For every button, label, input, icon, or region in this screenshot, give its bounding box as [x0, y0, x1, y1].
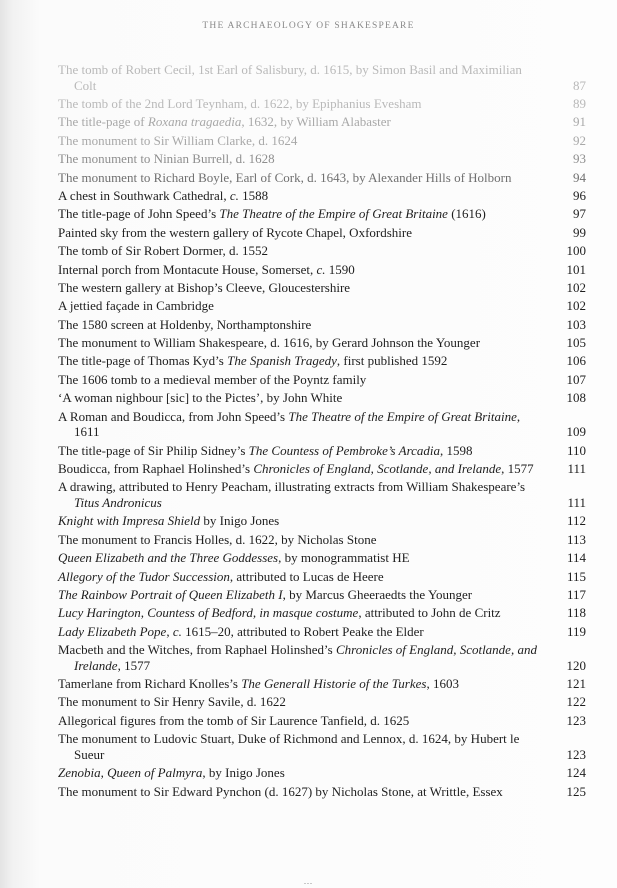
caption-text: The monument to Sir Henry Savile, d. 1622: [58, 694, 286, 710]
page-number: 102: [566, 298, 586, 314]
caption-text: , 1598: [440, 442, 473, 458]
illustration-caption: [58, 188, 547, 204]
list-item: [58, 532, 588, 548]
illustration-caption: [58, 372, 547, 388]
list-item: [58, 784, 588, 800]
caption-text: The monument to Sir Edward Pynchon (d. 1627) by Nicholas Stone, at Writtle, Essex: [58, 783, 503, 799]
caption-text: Painted sky from the western gallery of Rycote Chapel, Oxfordshire: [58, 224, 412, 240]
page-number: 100: [566, 243, 586, 259]
illustration-caption: [58, 170, 547, 186]
illustration-caption: [58, 569, 547, 585]
page-number: 89: [573, 95, 586, 111]
list-item: [58, 206, 588, 222]
page-number: 122: [566, 694, 586, 710]
page-number: 118: [566, 605, 586, 621]
list-item: [58, 443, 588, 459]
page-number: 92: [573, 132, 586, 148]
list-item: [58, 731, 588, 762]
caption-text: , by monogrammatist HE: [278, 550, 410, 566]
list-item: [58, 461, 588, 477]
list-item: [58, 353, 588, 369]
page-number: 91: [573, 114, 586, 130]
list-item: [58, 409, 588, 440]
page-number: 123: [566, 712, 586, 728]
illustration-caption: [58, 784, 547, 800]
page-number: 113: [566, 531, 586, 547]
illustration-caption: [58, 605, 547, 621]
illustration-caption: [58, 96, 547, 112]
running-head: THE ARCHAEOLOGY OF SHAKESPEARE: [202, 21, 415, 31]
list-item: [58, 713, 588, 729]
list-item: [58, 694, 588, 710]
illustration-caption: [58, 62, 547, 93]
illustration-caption: [58, 731, 547, 762]
caption-text: The tomb of the 2nd Lord Teynham, d. 1622, by Epiphanius Evesham: [58, 95, 422, 111]
illustration-caption: [58, 550, 547, 566]
illustration-caption: [58, 409, 547, 440]
page-number: 124: [566, 765, 586, 781]
italic-title: Chronicles of England, Scotlande, and Irelande: [74, 642, 537, 673]
caption-text: ,: [166, 623, 173, 639]
illustration-caption: [58, 461, 547, 477]
italic-title: The Spanish Tragedy: [227, 353, 337, 369]
illustration-caption: [58, 114, 547, 130]
italic-title: Queen Elizabeth and the Three Goddesses: [58, 550, 279, 566]
caption-text: A Roman and Boudicca, from John Speed’s: [58, 408, 289, 424]
caption-text: The monument to Sir William Clarke, d. 1624: [58, 132, 298, 148]
page-number: 110: [566, 442, 586, 458]
illustration-caption: [58, 694, 547, 710]
caption-text: The monument to William Shakespeare, d. 1616, by Gerard Johnson the Younger: [58, 335, 481, 351]
list-item: [58, 225, 588, 241]
illustration-caption: [58, 713, 547, 729]
caption-text: Macbeth and the Witches, from Raphael Holinshed’s: [58, 642, 336, 658]
list-item: [58, 550, 588, 566]
caption-text: The monument to Ninian Burrell, d. 1628: [58, 151, 275, 167]
page-number: 94: [573, 169, 586, 185]
illustration-caption: [58, 443, 547, 459]
caption-text: The monument to Ludovic Stuart, Duke of Richmond and Lennox, d. 1624, by Hubert le Sueur: [58, 731, 520, 762]
illustration-caption: [58, 151, 547, 167]
italic-title: c.: [229, 187, 239, 203]
caption-text: Tamerlane from Richard Knolles’s: [58, 676, 242, 692]
caption-text: The title-page of John Speed’s: [58, 206, 220, 222]
caption-text: The monument to Francis Holles, d. 1622, by Nicholas Stone: [58, 531, 377, 547]
caption-text: The title-page of Sir Philip Sidney’s: [58, 442, 249, 458]
caption-text: 1590: [325, 261, 355, 277]
list-item: [58, 569, 588, 585]
list-item: [58, 188, 588, 204]
italic-title: The Generall Historie of the Turkes: [241, 676, 427, 692]
list-item: [58, 605, 588, 621]
page-folio: ...: [304, 877, 313, 886]
page-number: 108: [566, 390, 586, 406]
caption-text: , by Marcus Gheeraedts the Younger: [282, 586, 473, 602]
italic-title: Zenobia, Queen of Palmyra: [58, 765, 203, 781]
page-number: 120: [566, 657, 586, 673]
illustration-caption: [58, 353, 547, 369]
caption-text: The title-page of Thomas Kyd’s: [58, 353, 228, 369]
list-item: [58, 317, 588, 333]
illustration-caption: [58, 335, 547, 351]
illustration-caption: [58, 317, 547, 333]
caption-text: The western gallery at Bishop’s Cleeve, Gloucestershire: [58, 279, 351, 295]
page-number: 112: [566, 513, 586, 529]
illustration-caption: [58, 624, 547, 640]
italic-title: The Theatre of the Empire of Great Britaine: [219, 206, 448, 222]
caption-text: , 1577: [117, 657, 151, 673]
illustration-caption: [58, 479, 547, 510]
list-item: [58, 765, 588, 781]
list-item: [58, 133, 588, 149]
italic-title: Roxana tragaedia: [147, 114, 242, 130]
italic-title: Lucy Harington, Countess of Bedford, in masque costume: [58, 605, 359, 621]
illustration-caption: [58, 243, 547, 259]
illustration-caption: [58, 532, 547, 548]
italic-title: c.: [172, 623, 182, 639]
caption-text: A jettied façade in Cambridge: [58, 298, 214, 314]
caption-text: , attributed to Lucas de Heere: [229, 568, 384, 584]
caption-text: Boudicca, from Raphael Holinshed’s: [58, 461, 254, 476]
list-item: [58, 151, 588, 167]
illustration-caption: [58, 133, 547, 149]
caption-text: , 1603: [426, 676, 459, 692]
page-number: 125: [566, 783, 586, 799]
page-number: 107: [566, 371, 586, 387]
caption-text: Allegorical figures from the tomb of Sir Laurence Tanfield, d. 1625: [58, 712, 410, 728]
list-item: [58, 170, 588, 186]
caption-text: ‘A woman nighbour [sic] to the Pictes’, by John White: [58, 390, 343, 406]
caption-text: , by Inigo Jones: [202, 765, 285, 781]
list-item: [58, 114, 588, 130]
caption-text: , 1577: [501, 461, 534, 476]
caption-text: The 1580 screen at Holdenby, Northamptonshire: [58, 316, 312, 332]
caption-text: Internal porch from Montacute House, Somerset,: [58, 261, 317, 277]
page-number: 97: [573, 206, 586, 222]
list-item: [58, 96, 588, 112]
illustration-list: [58, 62, 588, 802]
page-number: 123: [566, 746, 586, 762]
italic-title: The Rainbow Portrait of Queen Elizabeth I: [58, 586, 283, 602]
illustration-caption: [58, 676, 547, 692]
illustration-caption: [58, 206, 547, 222]
italic-title: The Countess of Pembroke’s Arcadia: [248, 442, 441, 458]
caption-text: The tomb of Sir Robert Dormer, d. 1552: [58, 243, 268, 259]
caption-text: , 1611: [74, 408, 521, 440]
illustration-caption: [58, 298, 547, 314]
list-item: [58, 62, 588, 93]
italic-title: The Theatre of the Empire of Great Britaine: [288, 408, 517, 424]
page-number: 102: [566, 279, 586, 295]
list-item: [58, 262, 588, 278]
italic-title: Allegory of the Tudor Succession: [58, 568, 230, 584]
list-item: [58, 280, 588, 296]
caption-text: The monument to Richard Boyle, Earl of Cork, d. 1643, by Alexander Hills of Holborn: [58, 169, 512, 185]
page-number: 93: [573, 151, 586, 167]
italic-title: Chronicles of England, Scotlande, and Irelande: [253, 461, 502, 476]
caption-text: The tomb of Robert Cecil, 1st Earl of Salisbury, d. 1615, by Simon Basil and Maximilian Colt: [58, 62, 522, 93]
illustration-caption: [58, 225, 547, 241]
list-item: [58, 676, 588, 692]
page-number: 109: [566, 424, 586, 440]
list-item: [58, 390, 588, 406]
page-number: 103: [566, 316, 586, 332]
list-item: [58, 243, 588, 259]
illustration-caption: [58, 765, 547, 781]
page-number: 87: [573, 77, 586, 93]
page-number: 114: [566, 550, 586, 566]
caption-text: , 1632, by William Alabaster: [241, 114, 391, 130]
caption-text: , attributed to John de Critz: [358, 605, 501, 621]
illustration-caption: [58, 642, 547, 673]
caption-text: 1615–20, attributed to Robert Peake the Elder: [181, 623, 424, 639]
page-number: 111: [567, 494, 586, 510]
list-item: [58, 298, 588, 314]
page-number: 101: [566, 261, 586, 277]
illustration-caption: [58, 390, 547, 406]
page-number: 105: [566, 335, 586, 351]
list-item: [58, 335, 588, 351]
caption-text: (1616): [447, 206, 486, 222]
list-item: [58, 587, 588, 603]
italic-title: Lady Elizabeth Pope: [58, 623, 167, 639]
illustration-caption: [58, 262, 547, 278]
caption-text: The title-page of: [58, 114, 148, 130]
list-item: [58, 372, 588, 388]
italic-title: Knight with Impresa Shield: [58, 513, 201, 529]
page-number: 117: [566, 586, 586, 602]
list-item: [58, 479, 588, 510]
caption-text: A chest in Southwark Cathedral,: [58, 187, 230, 203]
caption-text: The 1606 tomb to a medieval member of the Poyntz family: [58, 371, 367, 387]
page-number: 99: [573, 224, 586, 240]
page-number: 121: [566, 676, 586, 692]
page-number: 96: [573, 187, 586, 203]
list-item: [58, 513, 588, 529]
italic-title: Titus Andronicus: [74, 494, 162, 510]
page-number: 119: [566, 623, 586, 639]
page-number: 115: [566, 568, 586, 584]
caption-text: A drawing, attributed to Henry Peacham, illustrating extracts from William Shakespeare’s: [58, 479, 526, 495]
caption-text: , first published 1592: [336, 353, 448, 369]
list-item: [58, 624, 588, 640]
list-item: [58, 642, 588, 673]
page-number: 106: [566, 353, 586, 369]
illustration-caption: [58, 280, 547, 296]
illustration-caption: [58, 513, 547, 529]
illustration-caption: [58, 587, 547, 603]
caption-text: 1588: [238, 187, 269, 203]
italic-title: c.: [316, 261, 326, 277]
caption-text: by Inigo Jones: [200, 513, 280, 529]
page-number: 111: [567, 461, 586, 476]
